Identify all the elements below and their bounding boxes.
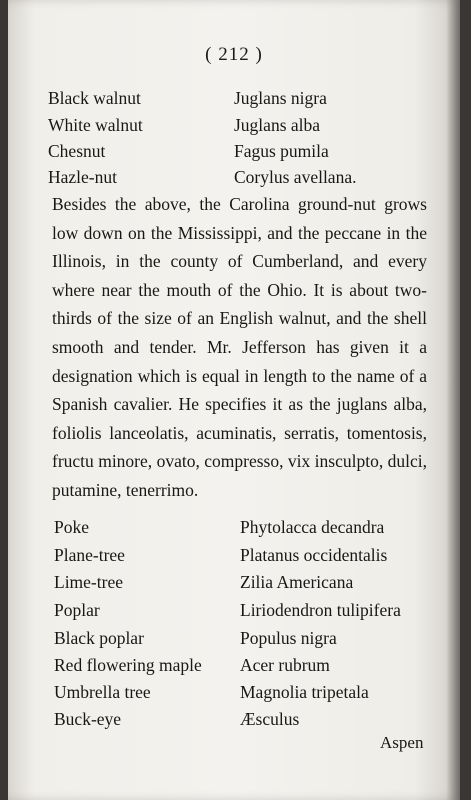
common-name: Umbrella tree	[54, 682, 151, 702]
latin-name: Fagus pumila	[234, 141, 329, 161]
common-name: White walnut	[48, 115, 143, 135]
latin-name: Zilia Americana	[240, 572, 354, 592]
page-edge-shadow	[446, 0, 460, 800]
common-name: Hazle-nut	[48, 167, 117, 187]
page-number: ( 212 )	[205, 44, 263, 65]
book-page	[8, 0, 460, 800]
latin-name: Platanus occidentalis	[240, 545, 388, 565]
common-name: Plane-tree	[54, 545, 125, 565]
common-name: Poplar	[54, 600, 100, 620]
catchword: Aspen	[380, 733, 424, 752]
body-paragraph: Besides the above, the Carolina ground-nut grows low down on the Mississippi, and the peccane in the Illinois, in the county of Cumberland, and every where near the mouth of the Ohio. It is about two-thirds of the size of an English walnut, and the shell smooth and tender. Mr. Jefferson has given it a designation which is equal in length to the name of a Spanish cavalier. He specifies it as the juglans alba, foliolis lanceolatis, acuminatis, serratis, tomentosis, fructu minore, ovato, compresso, vix insculpto, dulci, putamine, tenerrimo.	[52, 194, 427, 500]
common-name: Poke	[54, 517, 89, 537]
latin-name: Juglans nigra	[234, 88, 327, 108]
common-name: Lime-tree	[54, 572, 123, 592]
common-name: Chesnut	[48, 141, 106, 161]
latin-name: Magnolia tripetala	[240, 682, 369, 702]
common-name: Buck-eye	[54, 709, 122, 729]
latin-name: Acer rubrum	[240, 655, 330, 675]
latin-name: Liriodendron tulipifera	[240, 600, 401, 620]
latin-name: Populus nigra	[240, 628, 337, 648]
common-name: Black walnut	[48, 88, 141, 108]
latin-name: Æsculus	[240, 709, 300, 729]
latin-name: Corylus avellana.	[234, 167, 357, 187]
common-name: Black poplar	[54, 628, 144, 648]
latin-name: Juglans alba	[234, 115, 321, 135]
common-name: Red flowering maple	[54, 655, 202, 675]
latin-name: Phytolacca decandra	[240, 517, 385, 537]
